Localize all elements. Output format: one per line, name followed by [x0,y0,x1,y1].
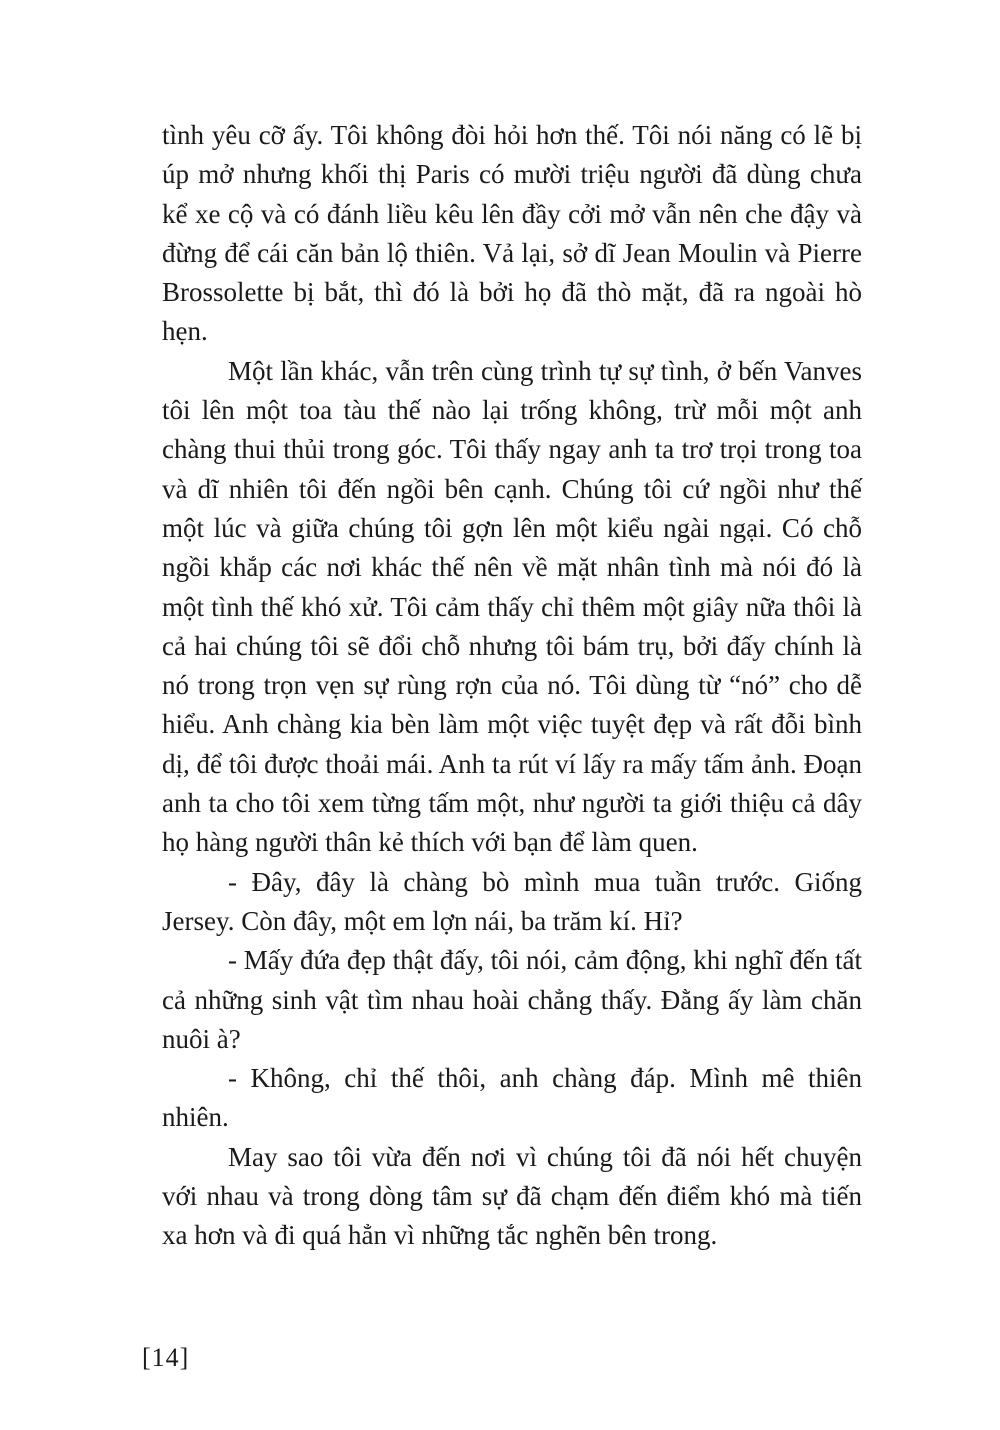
paragraph-4-dialogue: - Mấy đứa đẹp thật đấy, tôi nói, cảm động, khi nghĩ đến tất cả những sinh vật tìm nhau hoài chẳng thấy. Đằng ấy làm chăn nuôi à? [162,945,862,1054]
paragraph-2: Một lần khác, vẫn trên cùng trình tự sự tình, ở bến Vanves tôi lên một toa tàu thế nào lại trống không, trừ mỗi một anh chàng thui thủi trong góc. Tôi thấy ngay anh ta trơ trọi trong toa và dĩ nhiên tôi đến ngồi bên cạnh. Chúng tôi cứ ngồi như thế một lúc và giữa chúng tôi gợn lên một kiểu ngài ngại. Có chỗ ngồi khắp các nơi khác thế nên về mặt nhân tình mà nói đó là một tình thế khó xử. Tôi cảm thấy chỉ thêm một giây nữa thôi là cả hai chúng tôi sẽ đổi chỗ nhưng tôi bám trụ, bởi đấy chính là nó trong trọn vẹn sự rùng rợn của nó. Tôi dùng từ “nó” cho dễ hiểu. Anh chàng kia bèn làm một việc tuyệt đẹp và rất đỗi bình dị, để tôi được thoải mái. Anh ta rút ví lấy ra mấy tấm ảnh. Đoạn anh ta cho tôi xem từng tấm một, như người ta giới thiệu cả dây họ hàng người thân kẻ thích với bạn để làm quen. [162,355,862,858]
body-text [162,116,862,1256]
paragraph-5-dialogue: - Không, chỉ thế thôi, anh chàng đáp. Mình mê thiên nhiên. [162,1063,862,1133]
page-number: [14] [142,1343,190,1372]
paragraph-6: May sao tôi vừa đến nơi vì chúng tôi đã nói hết chuyện với nhau và trong dòng tâm sự đã chạm đến điểm khó mà tiến xa hơn và đi quá hẳn vì những tắc nghẽn bên trong. [162,1141,862,1251]
paragraph-1: tình yêu cỡ ấy. Tôi không đòi hỏi hơn thế. Tôi nói năng có lẽ bị úp mở nhưng khối thị Paris có mười triệu người đã dùng chưa kể xe cộ và có đánh liều kêu lên đầy cởi mở vẫn nên che đậy và đừng để cái căn bản lộ thiên. Vả lại, sở dĩ Jean Moulin và Pierre Brossolette bị bắt, thì đó là bởi họ đã thò mặt, đã ra ngoài hò hẹn. [162,120,862,347]
paragraph-3-dialogue: - Đây, đây là chàng bò mình mua tuần trước. Giống Jersey. Còn đây, một em lợn nái, ba trăm kí. Hỉ? [162,866,862,936]
